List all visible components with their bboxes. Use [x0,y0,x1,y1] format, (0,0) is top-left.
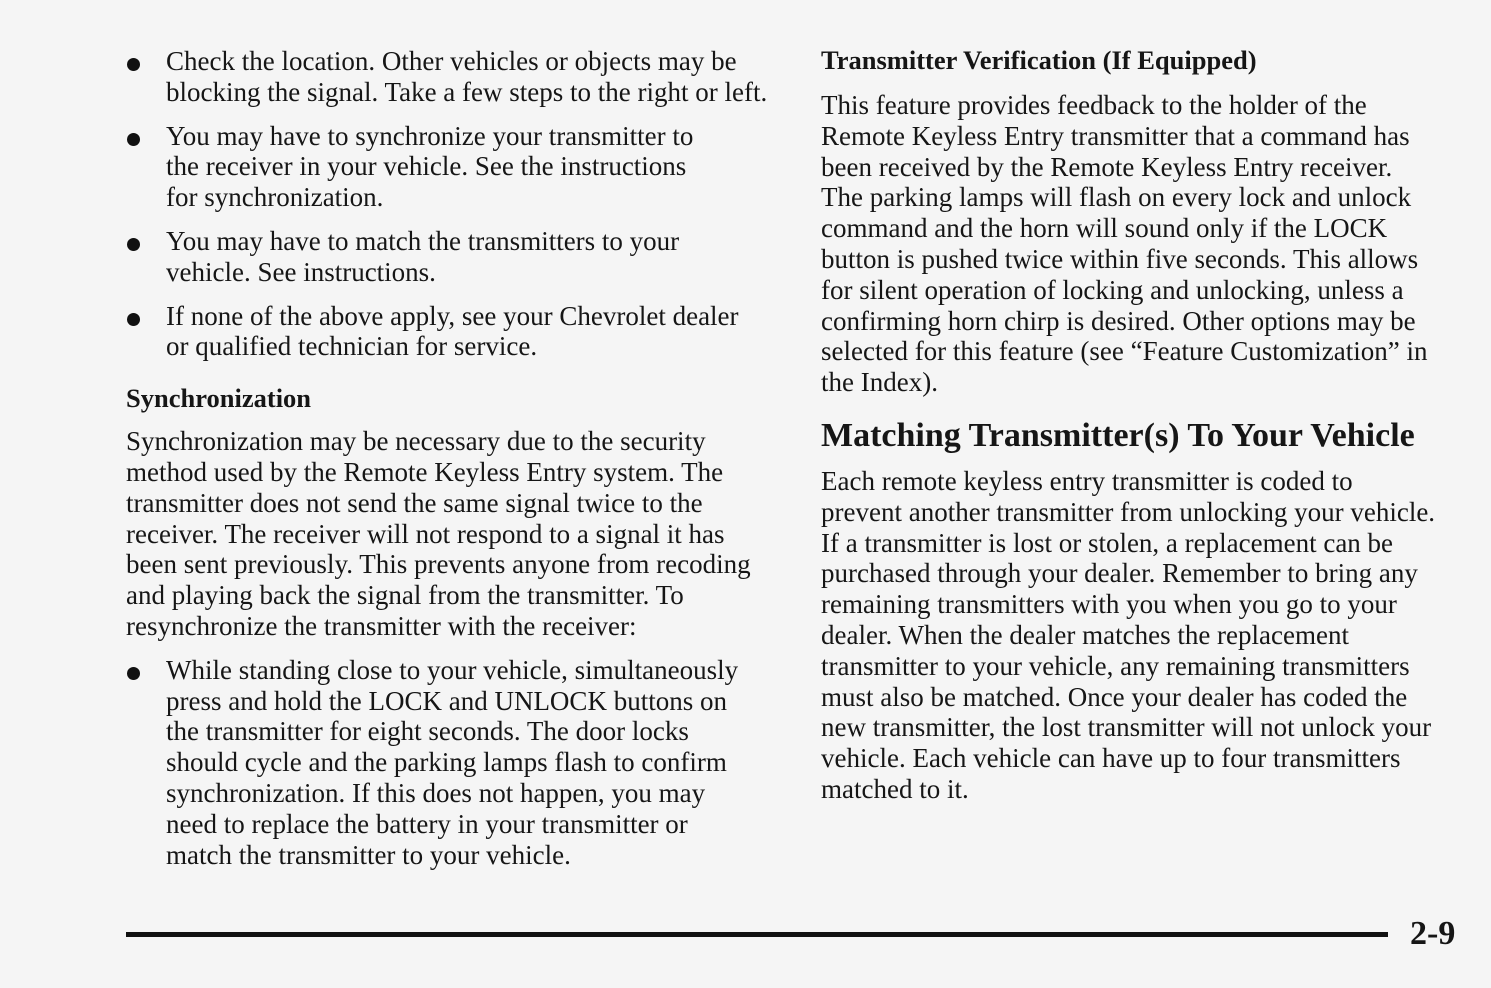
right-column [821,44,1471,805]
synchronization-paragraph: Synchronization may be necessary due to the security method used by the Remote Keyless Entry system. The transmitter does not send the same signal twice to the receiver. The receiver will not respond to a signal it has been sent previously. This prevents anyone from recoding and playing back the signal from the transmitter. To resynchronize the transmitter with the receiver: [126,426,751,641]
footer-rule [126,932,1388,937]
matching-title: Matching Transmitter(s) To Your Vehicle [821,416,1415,454]
list-item [126,226,776,288]
bullet-text: You may have to synchronize your transmitter to the receiver in your vehicle. See the instructions for synchronization. [166,120,694,213]
synchronization-steps [126,655,776,871]
bullet-text: If none of the above apply, see your Chevrolet dealer or qualified technician for service. [166,300,739,362]
matching-paragraph: Each remote keyless entry transmitter is coded to prevent another transmitter from unlocking your vehicle. If a transmitter is lost or stolen, a replacement can be purchased through your dealer. Remember to bring any remaining transmitters with you when you go to your dealer. When the dealer matches the replacement transmitter to your vehicle, any remaining transmitters must also be matched. Once your dealer has coded the new transmitter, the lost transmitter will not unlock your vehicle. Each vehicle can have up to four transmitters matched to it. [821,465,1436,804]
bullet-icon [127,133,140,146]
troubleshooting-list [126,46,776,362]
bullet-icon [127,58,140,71]
synchronization-heading: Synchronization [126,383,312,414]
bullet-text: Check the location. Other vehicles or objects may be blocking the signal. Take a few steps to the right or left. [166,46,768,107]
bullet-text: While standing close to your vehicle, simultaneously press and hold the LOCK and UNLOCK buttons on the transmitter for eight seconds. The door locks should cycle and the parking lamps flash to confirm synchronization. If this does not happen, you may need to replace the battery in your transmitter or match the transmitter to your vehicle. [166,654,739,870]
verification-heading: Transmitter Verification (If Equipped) [821,45,1257,75]
left-column [126,46,776,883]
page-number: 2-9 [1410,915,1456,952]
bullet-icon [127,313,140,326]
list-item [126,655,776,871]
list-item [126,301,776,363]
verification-paragraph: This feature provides feedback to the holder of the Remote Keyless Entry transmitter that a command has been received by the Remote Keyless Entry receiver. The parking lamps will flash on every lock and unlock command and the horn will sound only if the LOCK button is pushed twice within five seconds. This allows for silent operation of locking and unlocking, unless a confirming horn chirp is desired. Other options may be selected for this feature (see “Feature Customization” in the Index). [821,90,1428,398]
bullet-text: You may have to match the transmitters to your vehicle. See instructions. [166,225,680,287]
bullet-icon [127,667,140,680]
bullet-icon [127,238,140,251]
list-item [126,46,776,108]
list-item [126,121,776,213]
